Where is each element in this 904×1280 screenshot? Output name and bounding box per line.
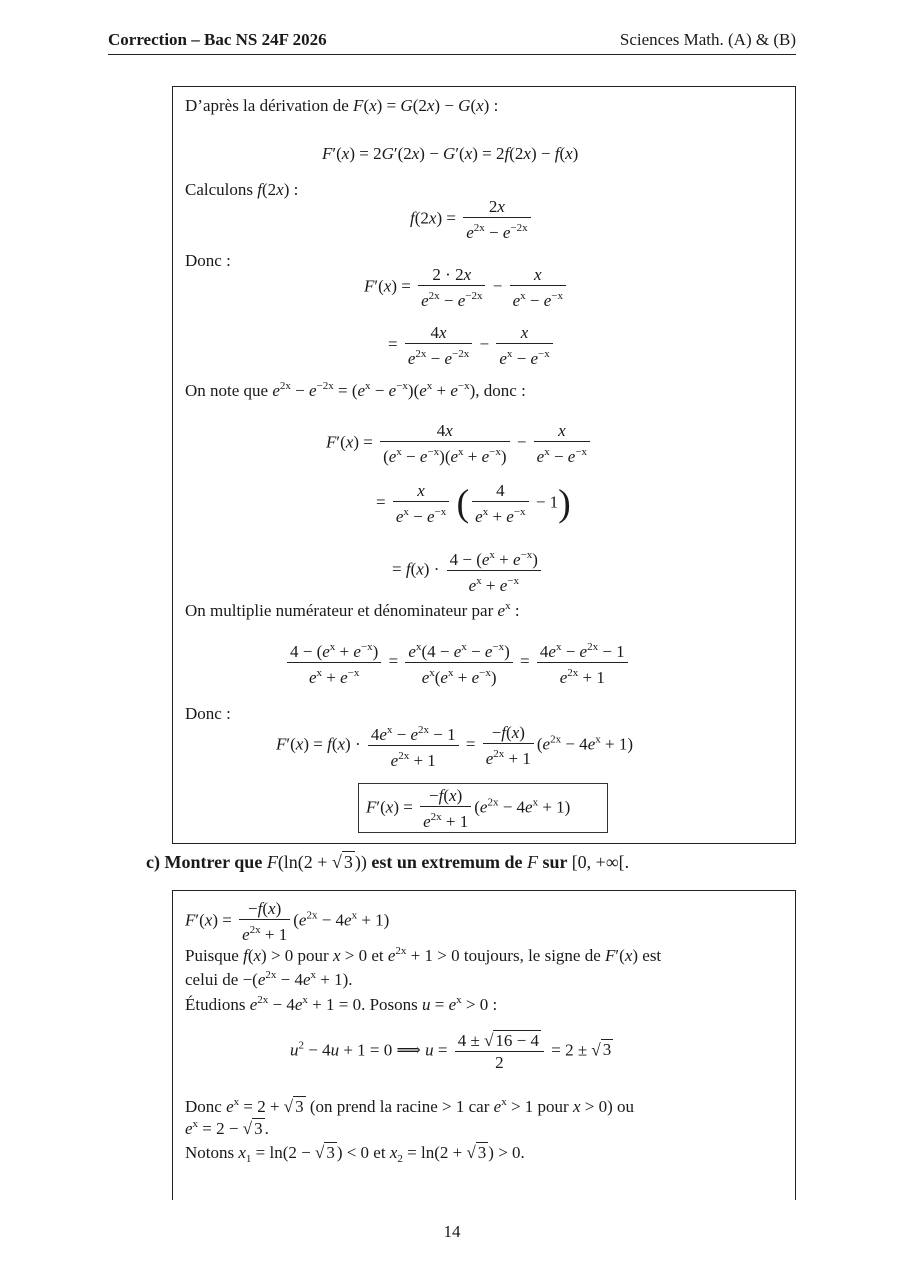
on-note-line: On note que $e^{2x} - e^{-2x} = (e^x - e^{-x})(e^x + e^{-x})$, donc : bbox=[185, 380, 526, 400]
equation-Fprime-recall: F′(x) = $\frac{-f(x)}{e^{2x} + 1}$ $(e^{2x} - 4e^x + 1)$ bbox=[185, 899, 390, 944]
equation-Fprime-5: = f(x) · $\frac{4 - (e^x + e^{-x})}{e^x + e^{-x}}$ bbox=[392, 545, 544, 596]
equation-multiply: $\frac{4 - (e^x + e^{-x})}{e^x + e^{-x}}$ = $\frac{e^x(4 - e^x - e^{-x})}{e^x(e^x + e^{-x})}$ = $\frac{4e^x - e^{2x} - 1}{e^{2x} + 1}$ bbox=[284, 637, 631, 688]
equation-Fprime-2: = $\frac{4x}{e^{2x} - e^{-2x}}$ − $\frac{x}{e^x - e^{-x}}$ bbox=[388, 322, 556, 369]
equation-Fprime-4: = $\frac{x}{e^x - e^{-x}}$ ( $\frac{4}{e^x + e^{-x}}$ − 1) bbox=[376, 481, 571, 526]
notons-line: Notons $x_1 = \ln(2$ − √ 3 ) < 0 et $x_2 = \ln(2$ + √ 3 ) > 0. bbox=[185, 1143, 525, 1165]
etudions-line: Étudions $e^{2x} - 4e^x + 1 = 0$. Posons $u = e^x > 0$ : bbox=[185, 994, 498, 1014]
donc-root-line-2: $e^x = 2$ − √ 3 . bbox=[185, 1118, 269, 1138]
celui-line: celui de $-(e^{2x} - 4e^x + 1)$. bbox=[185, 969, 353, 989]
header-title: Correction – Bac NS 24F 2026 bbox=[108, 30, 327, 49]
equation-Fprime-3: F′(x) = $\frac{4x}{(e^x - e^{-x})(e^x + e^{-x})}$ − $\frac{x}{e^x - e^{-x}}$ bbox=[326, 420, 593, 467]
donc-root-line-1: Donc $e^x = 2$ + √ 3 (on prend la racine > 1 car $e^x > 1$ pour x > 0) ou bbox=[185, 1096, 634, 1116]
page-number: 14 bbox=[443, 1222, 461, 1241]
donc-label-2: Donc : bbox=[185, 704, 231, 723]
multiplie-line: On multiplie numérateur et dénominateur par $e^x$ : bbox=[185, 600, 520, 620]
puisque-line: Puisque f(x) > 0 pour x > 0 et $e^{2x} + 1 > 0$ toujours, le signe de F′(x) est bbox=[185, 945, 662, 965]
equation-quadratic: $u^2 - 4u + 1 = 0$ ⟹ u = $\frac{4 \pm √ 16 - 4}{2}$ = 2 ± √ 3 bbox=[290, 1031, 612, 1072]
donc-label-1: Donc : bbox=[185, 251, 231, 270]
equation-f2x: f(2x) = $\frac{2x}{e^{2x} - e^{-2x}}$ bbox=[410, 196, 534, 243]
calculons-label: Calculons f(2x) : bbox=[185, 180, 299, 199]
header-subject: Sciences Math. (A) & (B) bbox=[619, 30, 796, 49]
question-c: c) Montrer que F(ln(2 + √ 3 )) est un extremum de F sur [0, +∞[. bbox=[146, 852, 630, 872]
equation-Fprime-final: F′(x) = f(x) · $\frac{4e^x - e^{2x} - 1}{e^{2x} + 1}$ = $\frac{-f(x)}{e^{2x} + 1}$ $(e^{2x} - 4e^x + 1)$ bbox=[276, 720, 633, 771]
equation-Fprime-1: F′(x) = $\frac{2 \cdot 2x}{e^{2x} - e^{-2x}}$ − $\frac{x}{e^x - e^{-x}}$ bbox=[364, 264, 569, 311]
equation-boxed: F′(x) = $\frac{-f(x)}{e^{2x} + 1}$ $(e^{2x} - 4e^x + 1)$ bbox=[366, 786, 571, 831]
equation-derivative: F′(x) = 2G′(2x) − G′(x) = 2f(2x) − f(x) bbox=[322, 144, 579, 163]
intro-line: D’après la dérivation de F(x) = G(2x) − G(x) : bbox=[185, 96, 499, 115]
page-header bbox=[108, 28, 796, 55]
